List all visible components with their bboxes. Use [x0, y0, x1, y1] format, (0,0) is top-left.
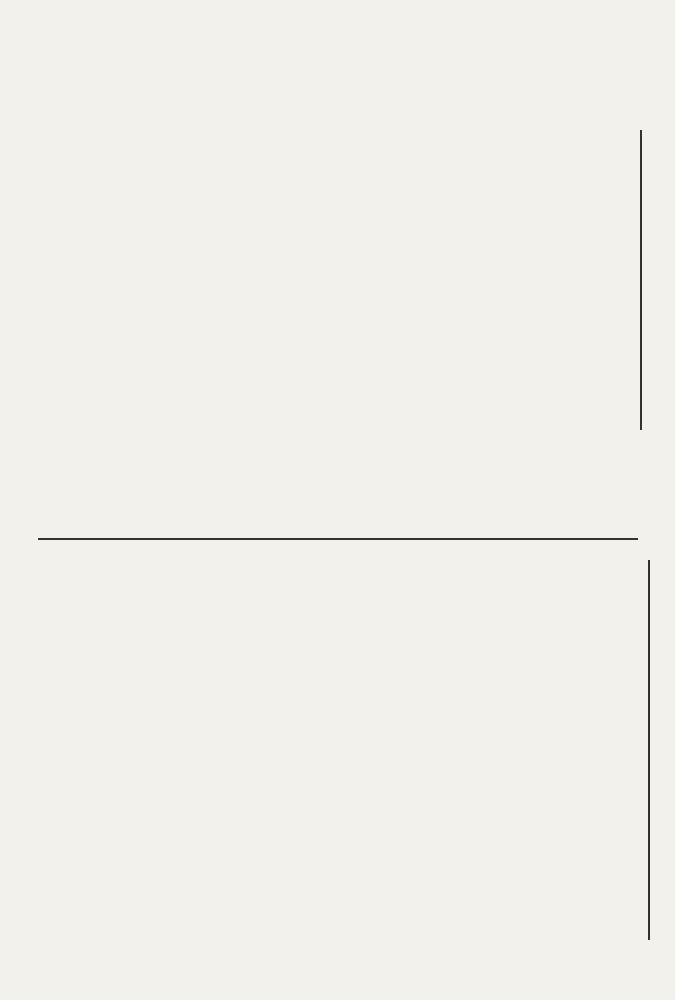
right-edge-line-bottom — [648, 560, 650, 940]
watermark — [100, 430, 620, 432]
section-divider — [38, 538, 638, 540]
right-edge-line-top — [640, 130, 642, 430]
